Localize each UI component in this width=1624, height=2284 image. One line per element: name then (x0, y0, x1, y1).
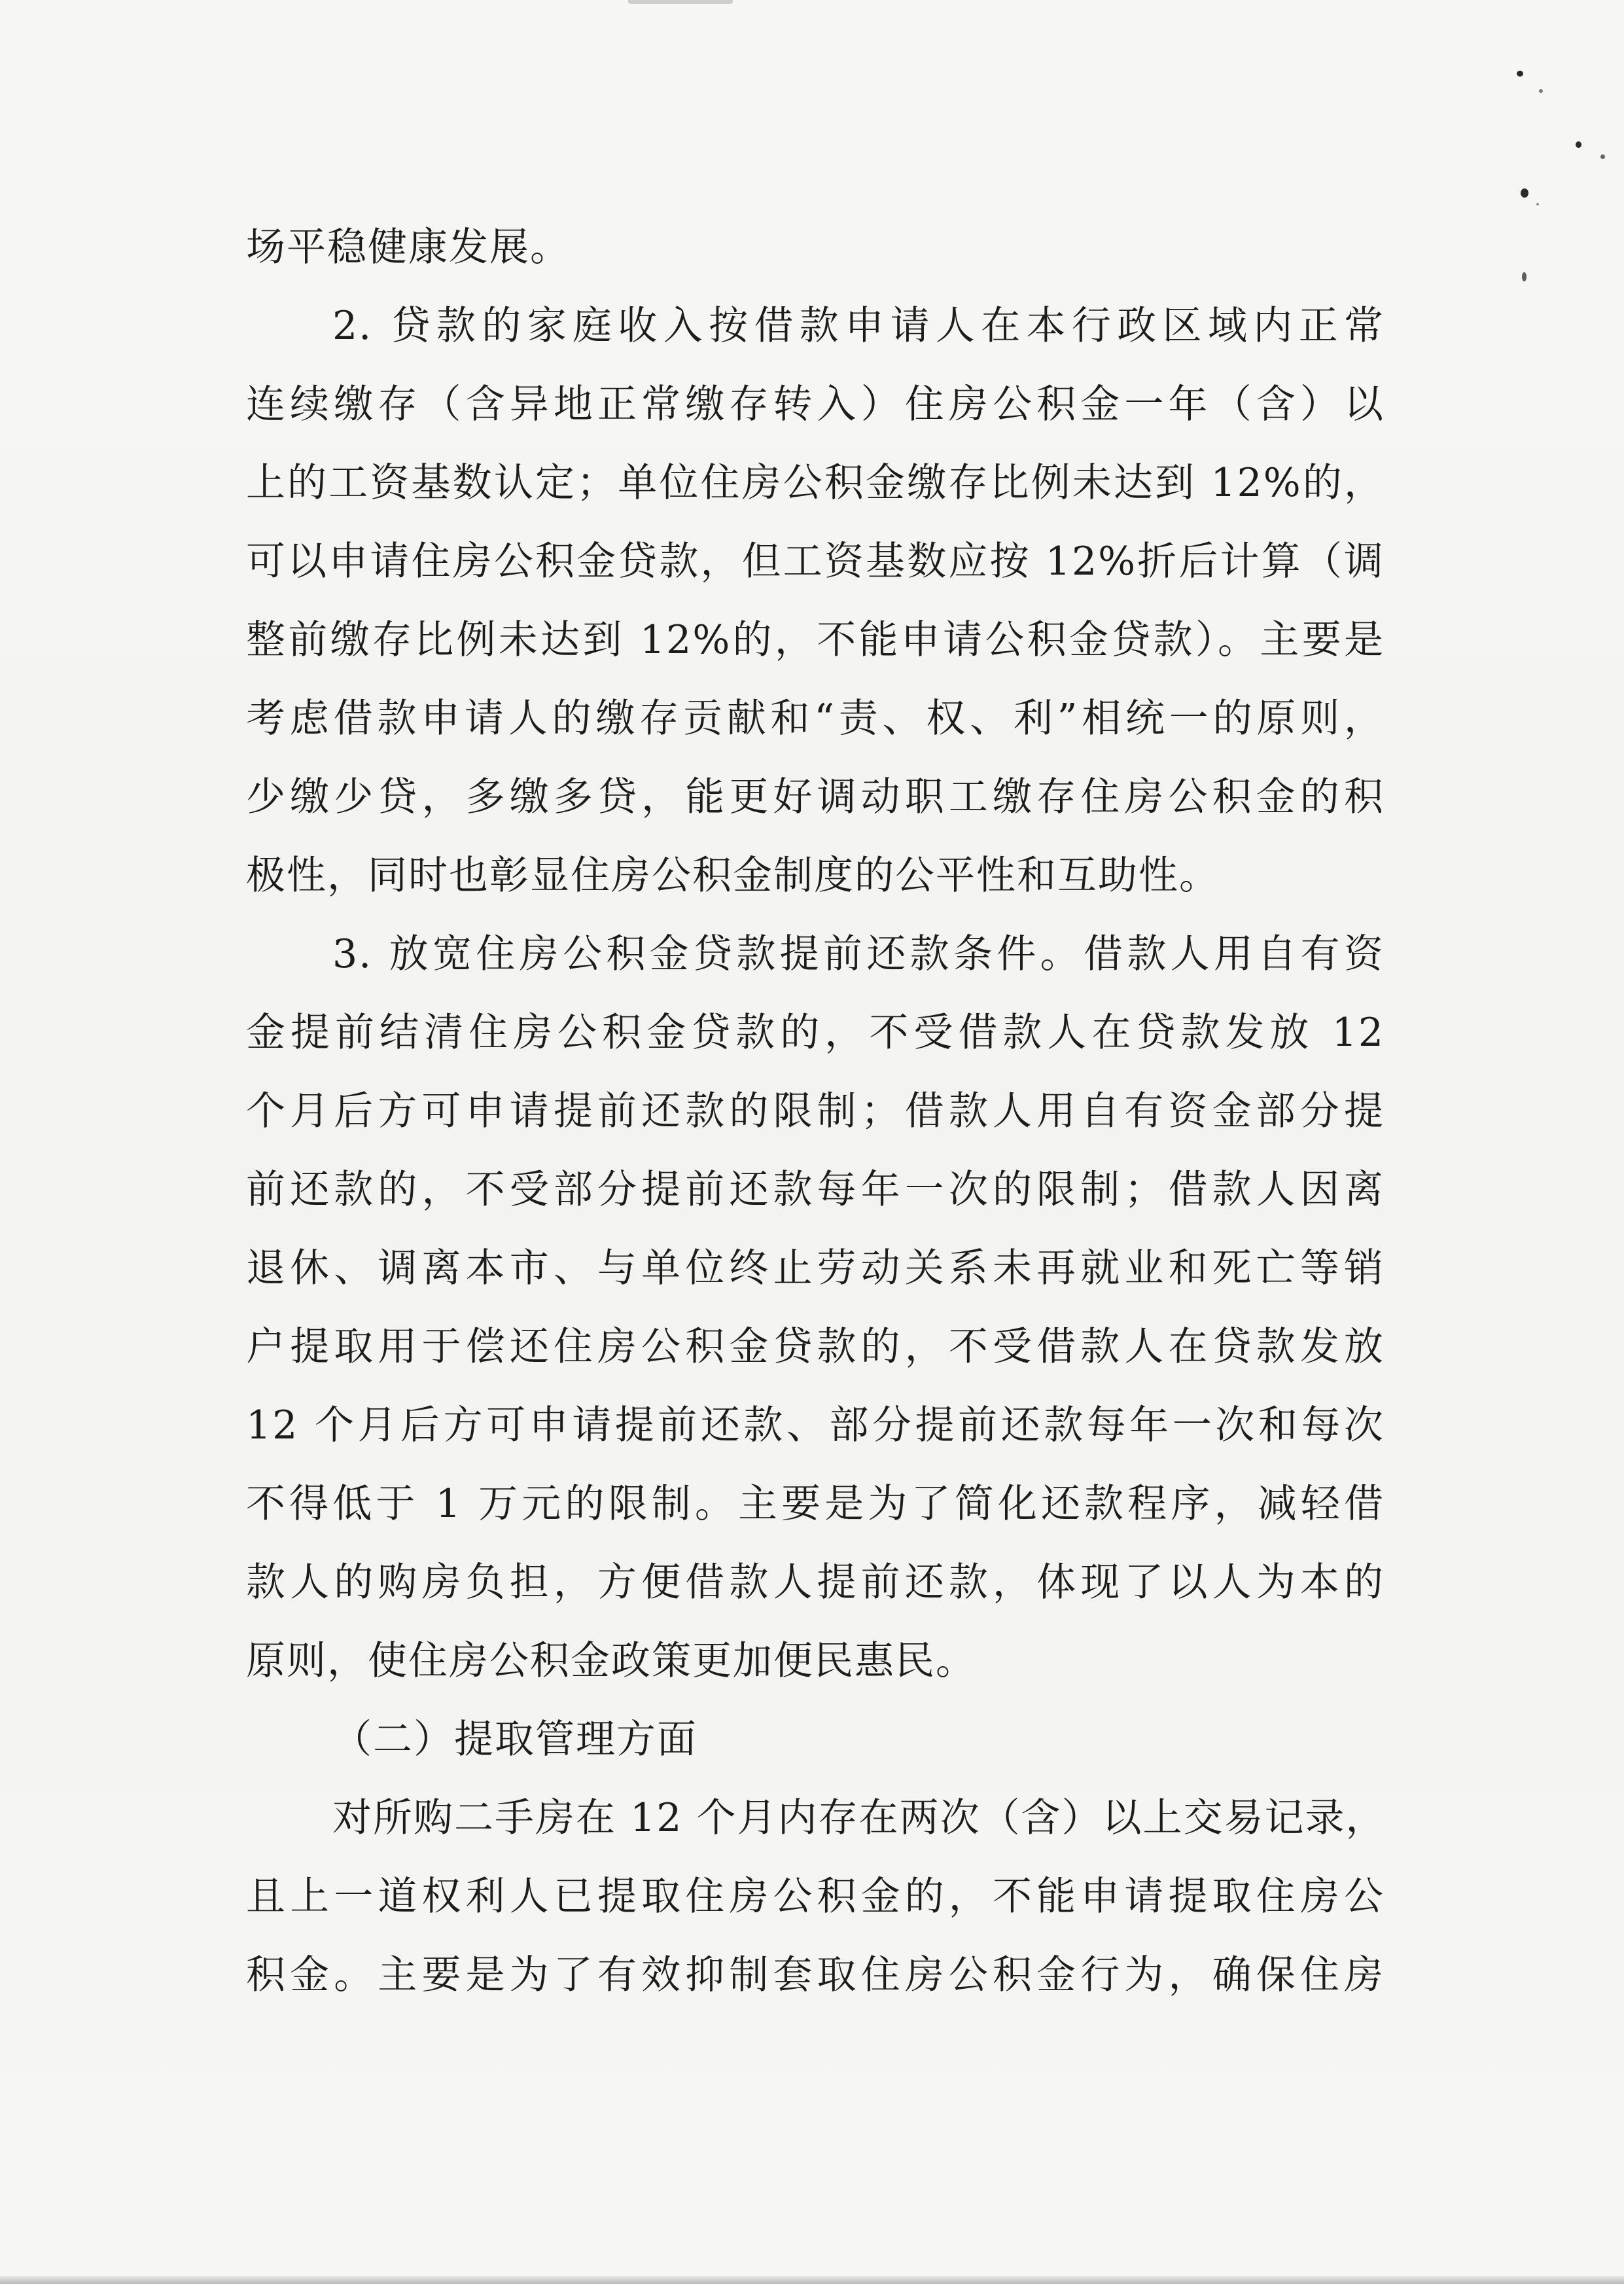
scan-speck (1539, 89, 1543, 93)
text-line: 金提前结清住房公积金贷款的，不受借款人在贷款发放 12 (246, 1010, 1385, 1056)
scan-speck (1522, 272, 1527, 281)
text-line: 3. 放宽住房公积金贷款提前还款条件。借款人用自有资 (332, 931, 1385, 977)
text-line: 上的工资基数认定；单位住房公积金缴存比例未达到 12%的， (246, 460, 1385, 506)
scan-edge-top (628, 0, 733, 4)
text-line: 退休、调离本市、与单位终止劳动关系未再就业和死亡等销 (246, 1245, 1385, 1291)
scan-speck (1521, 188, 1528, 198)
text-line: 2. 贷款的家庭收入按借款申请人在本行政区域内正常 (332, 303, 1385, 349)
scan-speck (1576, 141, 1581, 148)
text-line: 可以申请住房公积金贷款，但工资基数应按 12%折后计算（调 (246, 539, 1385, 584)
text-line: 个月后方可申请提前还款的限制；借款人用自有资金部分提 (246, 1088, 1385, 1134)
text-line: 极性，同时也彰显住房公积金制度的公平性和互助性。 (246, 853, 1220, 899)
document-body (246, 208, 1385, 2014)
text-line: 前还款的，不受部分提前还款每年一次的限制；借款人因离 (246, 1167, 1385, 1213)
text-line: 且上一道权利人已提取住房公积金的，不能申请提取住房公 (246, 1874, 1385, 1919)
text-line: 户提取用于偿还住房公积金贷款的，不受借款人在贷款发放 (246, 1324, 1385, 1370)
text-line: 12 个月后方可申请提前还款、部分提前还款每年一次和每次 (246, 1402, 1385, 1448)
scan-speck (1517, 71, 1523, 77)
text-line: 积金。主要是为了有效抑制套取住房公积金行为，确保住房 (246, 1952, 1385, 1998)
scan-speck (1600, 154, 1605, 159)
scan-speck (1536, 203, 1539, 205)
text-line: 场平稳健康发展。 (246, 224, 571, 270)
text-line: （二）提取管理方面 (332, 1717, 697, 1762)
scan-edge-bottom (0, 2276, 1624, 2284)
text-line: 考虑借款申请人的缴存贡献和“责、权、利”相统一的原则， (246, 696, 1385, 741)
text-line: 原则，使住房公积金政策更加便民惠民。 (246, 1638, 976, 1684)
text-line: 款人的购房负担，方便借款人提前还款，体现了以人为本的 (246, 1560, 1385, 1605)
text-line: 对所购二手房在 12 个月内存在两次（含）以上交易记录， (332, 1795, 1386, 1841)
text-line: 不得低于 1 万元的限制。主要是为了简化还款程序，减轻借 (246, 1481, 1385, 1527)
text-line: 连续缴存（含异地正常缴存转入）住房公积金一年（含）以 (246, 382, 1385, 427)
text-line: 整前缴存比例未达到 12%的，不能申请公积金贷款）。主要是 (246, 617, 1385, 663)
text-line: 少缴少贷，多缴多贷，能更好调动职工缴存住房公积金的积 (246, 774, 1385, 820)
